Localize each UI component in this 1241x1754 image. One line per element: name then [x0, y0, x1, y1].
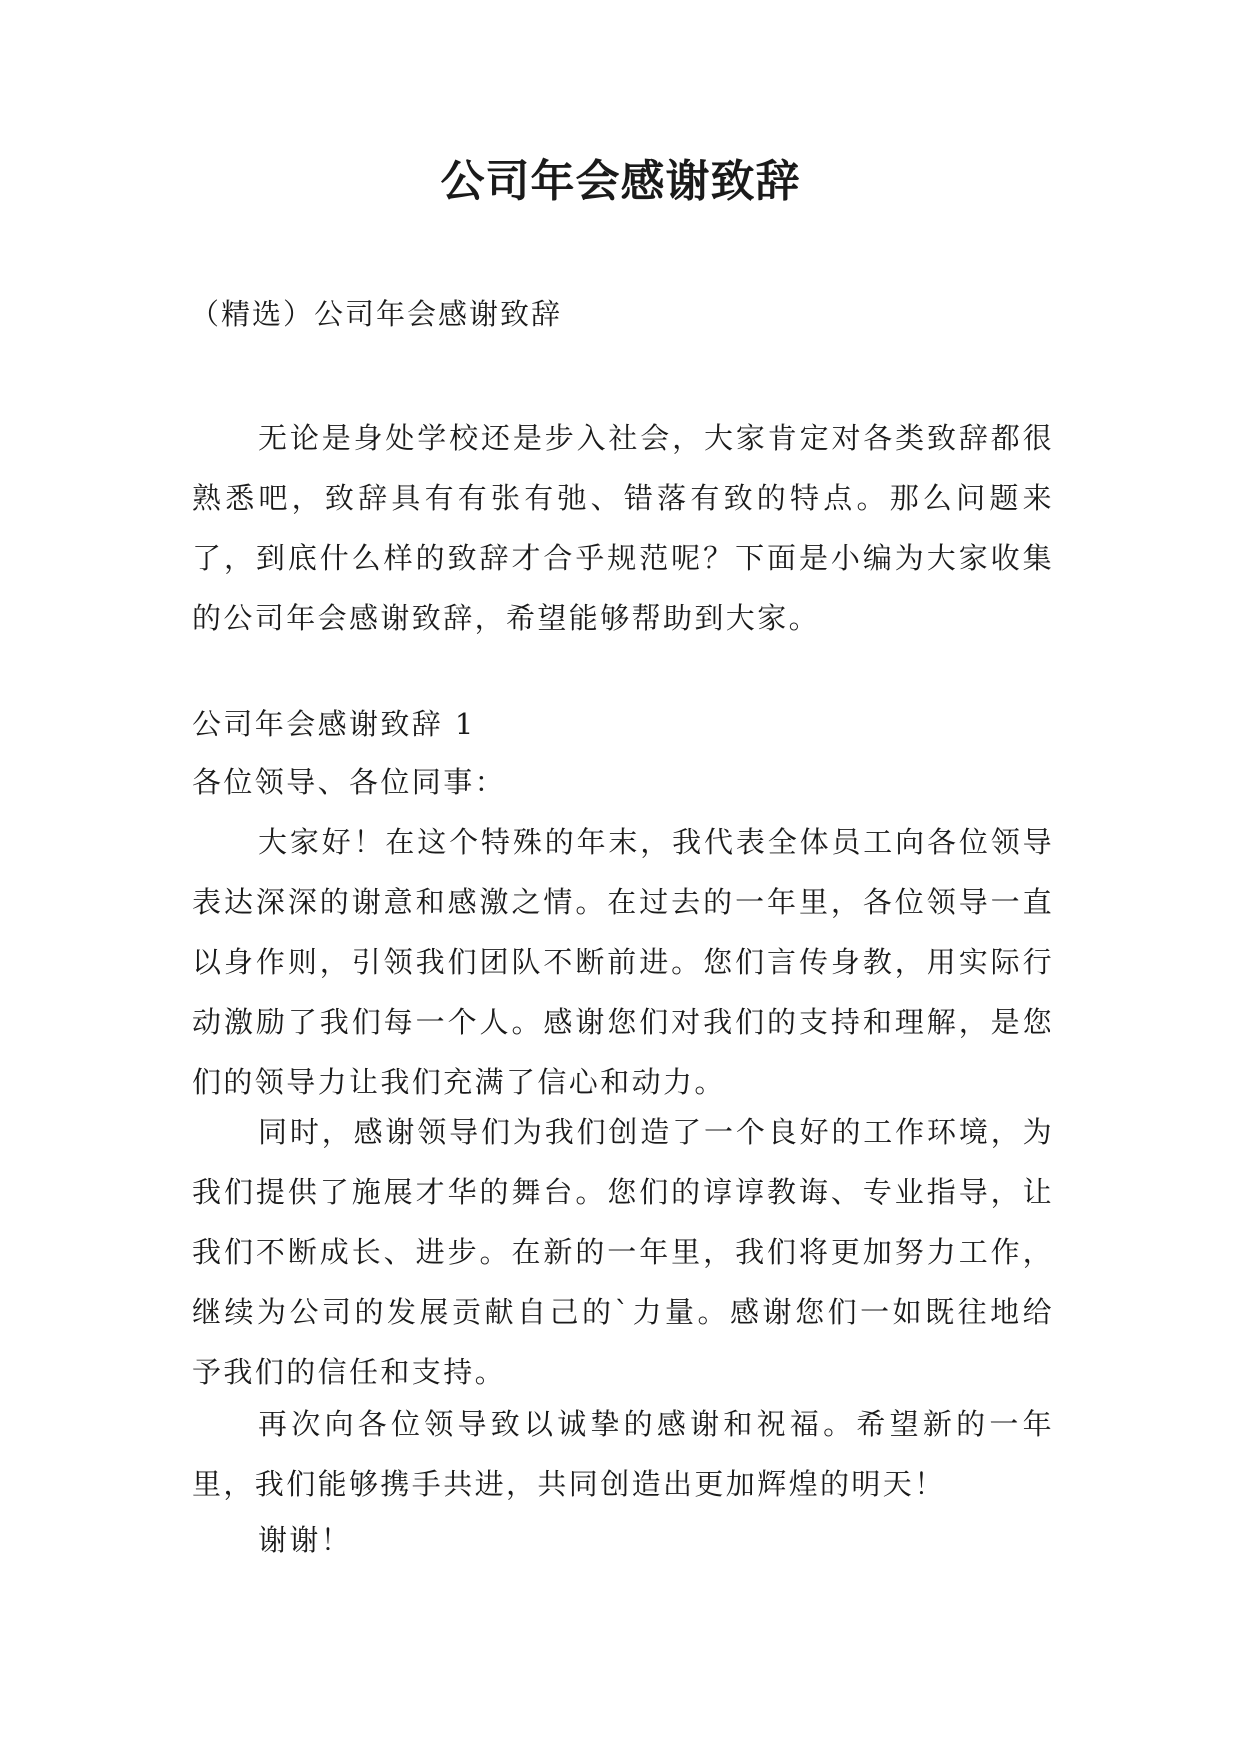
body-paragraph: 大家好！在这个特殊的年末，我代表全体员工向各位领导表达深深的谢意和感激之情。在过去的一年里，各位领导一直以身作则，引领我们团队不断前进。您们言传身教，用实际行动激励了我们每一个人。感谢您们对我们的支持和理解，是您们的领导力让我们充满了信心和动力。 [192, 825, 1054, 1099]
document-title: 公司年会感谢致辞 [440, 156, 801, 207]
greeting-line: 各位领导、各位同事： [192, 765, 507, 799]
body-paragraph: 同时，感谢领导们为我们创造了一个良好的工作环境，为我们提供了施展才华的舞台。您们的谆谆教诲、专业指导，让我们不断成长、进步。在新的一年里，我们将更加努力工作，继续为公司的发展贡献自己的`力量。感谢您们一如既往地给予我们的信任和支持。 [192, 1115, 1054, 1389]
section-heading: 公司年会感谢致辞 1 [192, 707, 476, 741]
closing-line: 谢谢！ [258, 1523, 353, 1557]
body-paragraph: 再次向各位领导致以诚挚的感谢和祝福。希望新的一年里，我们能够携手共进，共同创造出更加辉煌的明天！ [192, 1407, 1054, 1501]
intro-paragraph: 无论是身处学校还是步入社会，大家肯定对各类致辞都很熟悉吧，致辞具有有张有弛、错落有致的特点。那么问题来了，到底什么样的致辞才合乎规范呢？下面是小编为大家收集的公司年会感谢致辞，希望能够帮助到大家。 [192, 421, 1054, 635]
document-subtitle: （精选）公司年会感谢致辞 [190, 297, 563, 331]
